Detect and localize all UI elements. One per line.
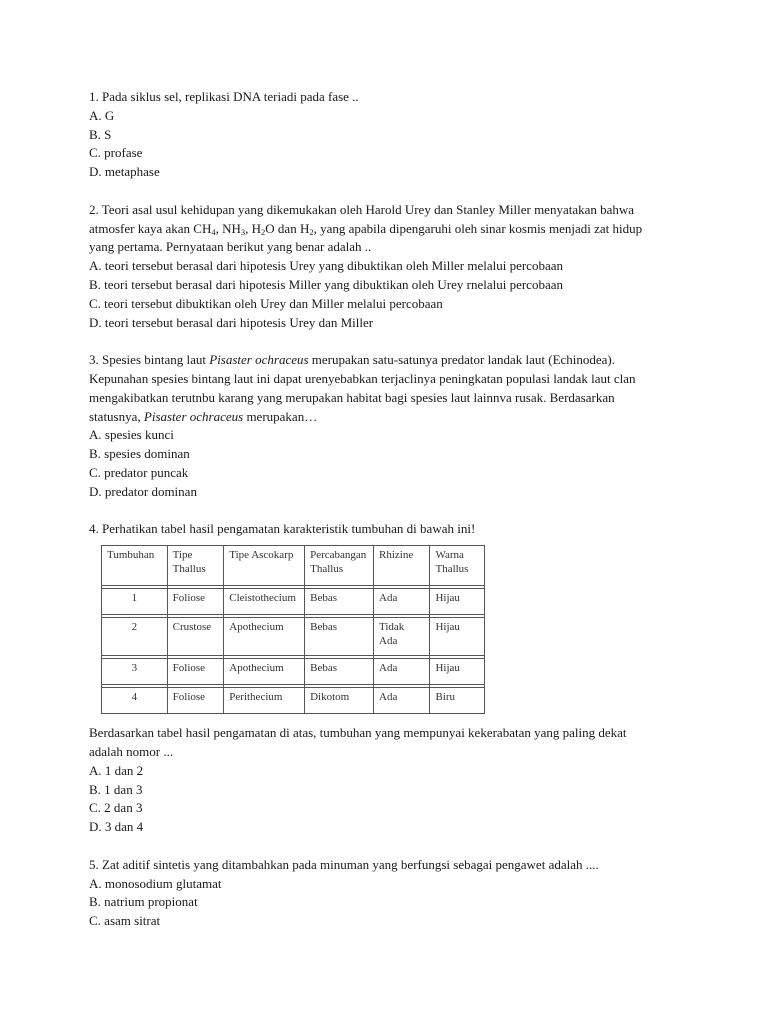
q3-l4-b: merupakan…	[243, 408, 318, 424]
question-3-stem-line-4	[89, 408, 689, 427]
table-header-cell: Tipe Ascokarp	[224, 546, 305, 586]
table-cell: Foliose	[167, 688, 224, 714]
table-cell: Ada	[374, 659, 430, 685]
question-1-option-d: D. metaphase	[89, 164, 160, 180]
observation-table-wrap	[101, 545, 689, 714]
q2-sub-2b: 2	[309, 226, 314, 237]
table-cell: Perithecium	[224, 688, 305, 714]
question-1-option-c: C. profase	[89, 145, 143, 161]
table-cell: Bebas	[305, 589, 374, 615]
table-header-cell: Percabangan Thallus	[305, 546, 374, 586]
table-row	[102, 688, 485, 714]
question-4-option-c: C. 2 dan 3	[89, 800, 143, 816]
table-cell: 4	[102, 688, 168, 714]
question-3-stem-line-3: mengakibatkan terutnbu karang yang merupakan habitat bagi spesies laut lainnva rusak. Berdasarkan	[89, 389, 615, 405]
question-2-stem-line-2	[89, 220, 689, 239]
question-1	[89, 88, 689, 182]
table-cell: Ada	[374, 688, 430, 714]
question-1-stem: 1. Pada siklus sel, replikasi DNA teriadi pada fase ..	[89, 89, 359, 104]
table-cell: Dikotom	[305, 688, 374, 714]
q3-l1-a: 3. Spesies bintang laut	[89, 352, 210, 368]
question-2-option-b: B. teori tersebut berasal dari hipotesis Miller yang dibuktikan oleh Urey rnelalui percobaan	[89, 276, 563, 292]
table-cell: Tidak Ada	[374, 618, 430, 656]
question-4-option-b: B. 1 dan 3	[89, 781, 143, 797]
question-1-option-a: A. G	[89, 107, 115, 123]
question-1-option-b: B. S	[89, 126, 112, 142]
table-cell: Foliose	[167, 589, 224, 615]
q2-text-a: atmosfer kaya akan CH	[89, 220, 212, 236]
question-3-option-b: B. spesies dominan	[89, 446, 190, 462]
question-2-stem-line-3: yang pertama. Pernyataan berikut yang benar adalah ..	[89, 239, 372, 255]
question-3-option-d: D. predator dominan	[89, 483, 197, 499]
question-5-option-b: B. natrium propionat	[89, 894, 198, 910]
table-header-row	[102, 546, 485, 586]
table-row	[102, 618, 485, 656]
question-3-option-a: A. spesies kunci	[89, 427, 174, 443]
observation-table	[101, 545, 485, 714]
table-cell: Bebas	[305, 659, 374, 685]
table-row	[102, 589, 485, 615]
table-header-cell: Tipe Thallus	[167, 546, 224, 586]
question-2	[89, 201, 689, 333]
table-cell: Hijau	[430, 618, 485, 656]
table-header-cell: Rhizine	[374, 546, 430, 586]
table-header-cell: Warna Thallus	[430, 546, 485, 586]
question-2-stem-line-1: 2. Teori asal usul kehidupan yang dikemukakan oleh Harold Urey dan Stanley Miller menyatakan bahwa	[89, 201, 635, 217]
q2-text-c: , H	[245, 220, 262, 236]
table-cell: 3	[102, 659, 168, 685]
table-cell: Cleistothecium	[224, 589, 305, 615]
table-cell: Foliose	[167, 659, 224, 685]
question-4	[89, 520, 689, 837]
table-header-cell: Tumbuhan	[102, 546, 168, 586]
question-3-stem-line-2: Kepunahan spesies bintang laut ini dapat urenyebabkan terjaclinya peningkatan populasi landak laut clan	[89, 370, 636, 386]
table-cell: Biru	[430, 688, 485, 714]
question-4-stem: 4. Perhatikan tabel hasil pengamatan karakteristik tumbuhan di bawah ini!	[89, 521, 476, 537]
q2-text-e: , yang apabila dipengaruhi oleh sinar kosmis menjadi zat hidup	[313, 220, 643, 236]
table-cell: Apothecium	[224, 618, 305, 656]
question-3	[89, 351, 689, 501]
question-2-option-d: D. teori tersebut berasal dari hipotesis Urey dan Miller	[89, 314, 374, 330]
q2-sub-3: 3	[240, 226, 246, 237]
question-2-option-a: A. teori tersebut berasal dari hipotesis Urey yang dibuktikan oleh Miller melalui percobaan	[89, 258, 563, 274]
table-cell: 2	[102, 618, 168, 656]
q2-sub-2a: 2	[261, 226, 266, 237]
document-page	[89, 88, 689, 950]
q3-species-name: Pisaster ochraceus	[209, 352, 309, 368]
table-cell: Bebas	[305, 618, 374, 656]
question-5-option-a: A. monosodium glutamat	[89, 875, 222, 891]
table-cell: 1	[102, 589, 168, 615]
table-cell: Crustose	[167, 618, 224, 656]
question-5	[89, 856, 689, 931]
table-cell: Hijau	[430, 589, 485, 615]
question-4-followup-line-2: adalah nomor ...	[89, 743, 174, 759]
question-2-option-c: C. teori tersebut dibuktikan oleh Urey dan Miller melalui percobaan	[89, 295, 443, 311]
q2-text-d: O dan H	[265, 220, 310, 236]
q3-l4-a: statusnya,	[89, 408, 144, 424]
question-4-option-a: A. 1 dan 2	[89, 762, 144, 778]
table-row	[102, 659, 485, 685]
table-cell: Hijau	[430, 659, 485, 685]
q3-species-name-2: Pisaster ochraceus	[143, 408, 244, 424]
question-5-stem: 5. Zat aditif sintetis yang ditambahkan pada minuman yang berfungsi sebagai pengawet adalah ....	[89, 856, 599, 872]
question-5-option-c: C. asam sitrat	[89, 913, 161, 929]
q3-l1-b: merupakan satu-satunya predator landak laut (Echinodea).	[308, 352, 616, 368]
table-cell: Ada	[374, 589, 430, 615]
question-3-stem-line-1	[89, 351, 689, 370]
question-4-followup-line-1: Berdasarkan tabel hasil pengamatan di atas, tumbuhan yang mempunyai kekerabatan yang paling dekat	[89, 725, 627, 741]
question-3-option-c: C. predator puncak	[89, 464, 189, 480]
question-4-option-d: D. 3 dan 4	[89, 819, 144, 835]
table-cell: Apothecium	[224, 659, 305, 685]
q2-sub-4: 4	[211, 226, 216, 237]
q2-text-b: , NH	[215, 220, 241, 236]
